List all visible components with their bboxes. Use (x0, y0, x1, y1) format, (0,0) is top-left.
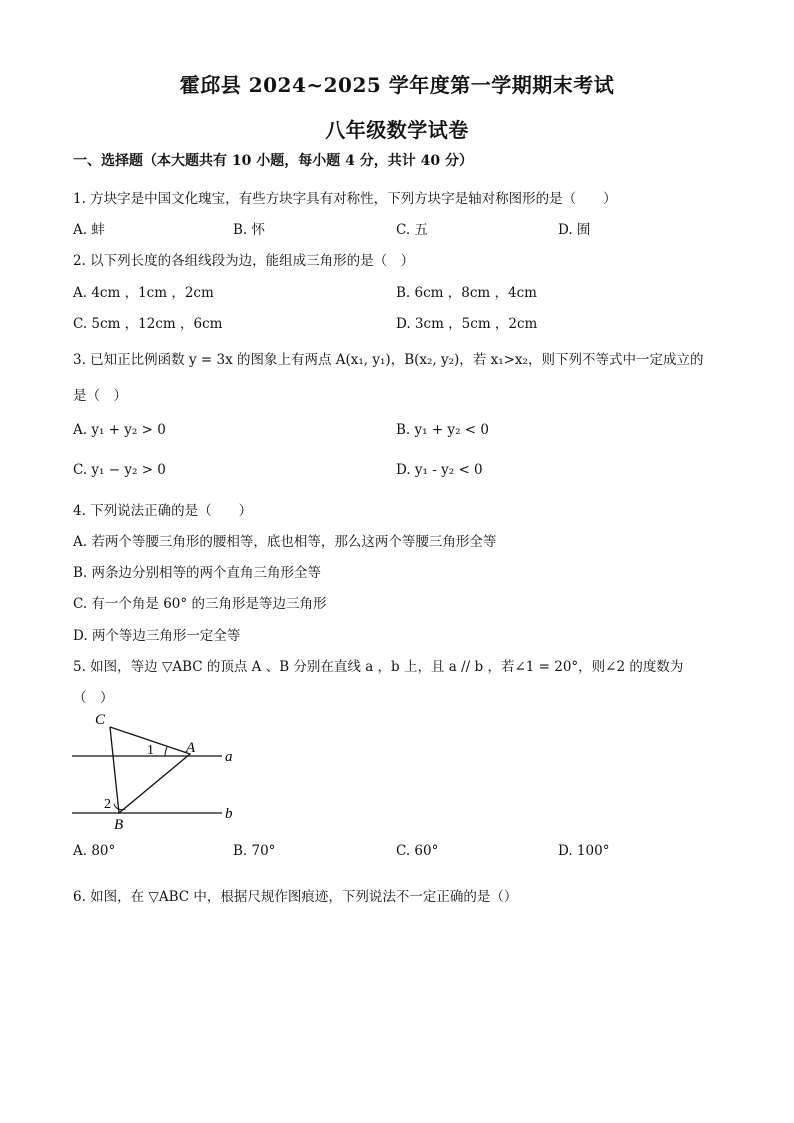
question-5-option-b: B. 70° (233, 843, 276, 859)
question-2-option-d: D. 3cm ，5cm ，2cm (396, 316, 538, 332)
question-3-option-b: B. y₁ + y₂ < 0 (396, 422, 489, 438)
label-b: B (114, 817, 124, 833)
question-3-stem-line2: 是（ ） (73, 388, 127, 404)
angle-1-arc (165, 747, 167, 756)
label-angle-2: 2 (104, 797, 111, 812)
question-2-stem: 2. 以下列长度的各组线段为边，能组成三角形的是（ ） (73, 253, 415, 269)
label-c: C (95, 712, 106, 728)
exam-title: 霍邱县 2024~2025 学年度第一学期期末考试 (179, 73, 615, 97)
question-5-option-c: C. 60° (396, 843, 439, 859)
label-angle-1: 1 (147, 743, 154, 758)
question-1-stem: 1. 方块字是中国文化瑰宝，有些方块字具有对称性，下列方块字是轴对称图形的是（ ） (73, 191, 617, 207)
question-4-option-d: D. 两个等边三角形一定全等 (73, 628, 241, 644)
question-3-stem-line1: 3. 已知正比例函数 y = 3x 的图象上有两点 A(x₁, y₁)，B(x₂, y₂)，若 x₁>x₂，则下列不等式中一定成立的 (73, 352, 704, 368)
question-1-option-c: C. 五 (396, 222, 428, 238)
question-6-stem: 6. 如图，在 ▽ABC 中，根据尺规作图痕迹，下列说法不一定正确的是（） (73, 889, 518, 905)
question-2-option-b: B. 6cm ，8cm ，4cm (396, 285, 537, 301)
question-4-option-a: A. 若两个等腰三角形的腰相等，底也相等，那么这两个等腰三角形全等 (73, 534, 497, 550)
question-5-figure (70, 708, 240, 833)
question-4-option-b: B. 两条边分别相等的两个直角三角形全等 (73, 565, 322, 581)
question-5-stem-line1: 5. 如图，等边 ▽ABC 的顶点 A 、B 分别在直线 a ，b 上，且 a // b ，若∠1 = 20°，则∠2 的度数为 (73, 659, 684, 675)
question-5-stem-line2: （ ） (73, 690, 114, 706)
question-1-option-b: B. 怀 (233, 222, 266, 238)
question-5-option-a: A. 80° (73, 843, 116, 859)
question-1-option-d: D. 囿 (558, 222, 591, 238)
question-2-option-c: C. 5cm ，12cm ，6cm (73, 316, 223, 332)
question-1-option-a: A. 蚌 (73, 222, 105, 238)
question-3-option-c: C. y₁ − y₂ > 0 (73, 462, 166, 478)
triangle-abc (110, 727, 190, 813)
label-line-a: a (225, 749, 233, 765)
question-3-option-d: D. y₁ - y₂ < 0 (396, 462, 483, 478)
exam-subtitle: 八年级数学试卷 (325, 118, 469, 142)
question-2-option-a: A. 4cm ，1cm ，2cm (73, 285, 214, 301)
label-line-b: b (225, 806, 233, 822)
question-4-option-c: C. 有一个角是 60° 的三角形是等边三角形 (73, 596, 327, 612)
question-3-option-a: A. y₁ + y₂ > 0 (73, 422, 166, 438)
question-5-option-d: D. 100° (558, 843, 610, 859)
question-4-stem: 4. 下列说法正确的是（ ） (73, 503, 253, 519)
section-heading: 一、选择题（本大题共有 10 小题，每小题 4 分，共计 40 分） (73, 153, 473, 169)
label-a: A (186, 740, 196, 756)
